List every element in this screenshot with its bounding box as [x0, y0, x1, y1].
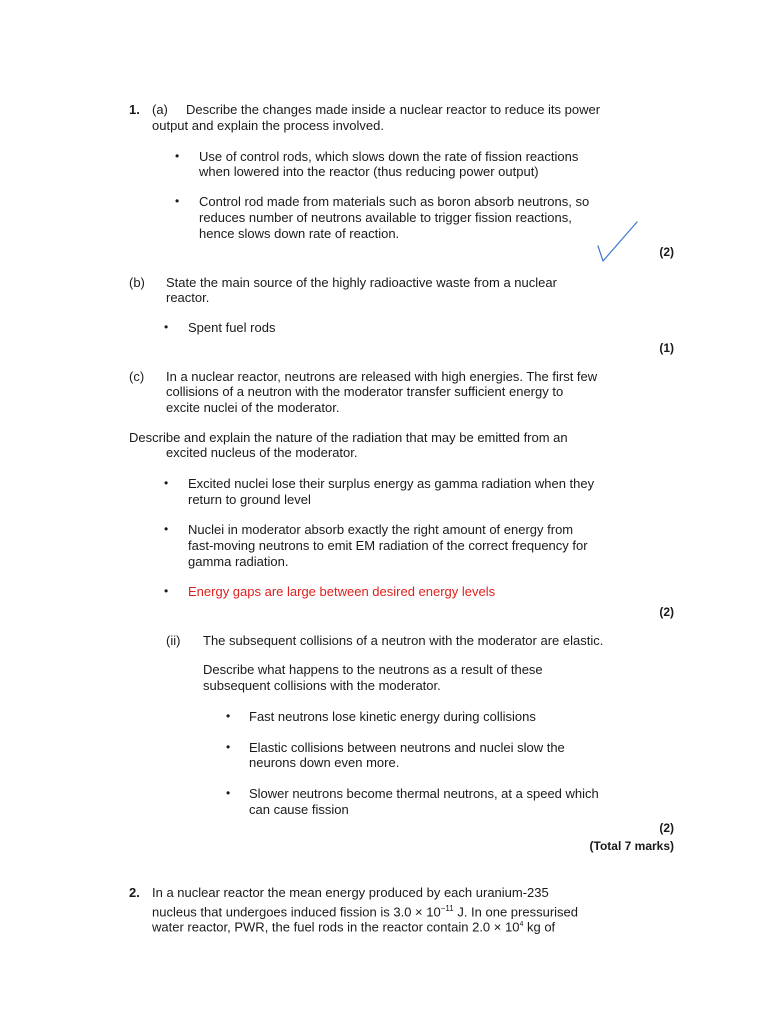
part-c-answer-2-line2: fast-moving neutrons to emit EM radiation of the correct frequency for	[188, 538, 588, 553]
part-b-question-line2: reactor.	[166, 290, 210, 305]
part-c-intro-line2: collisions of a neutron with the moderator transfer sufficient energy to	[166, 384, 564, 399]
part-c-answer-3-highlighted: Energy gaps are large between desired energy levels	[188, 584, 496, 599]
bullet: •	[175, 194, 180, 208]
question-2-line1: In a nuclear reactor the mean energy produced by each uranium-235	[152, 885, 549, 900]
part-c-answer-1-line1: Excited nuclei lose their surplus energy as gamma radiation when they	[188, 476, 595, 491]
part-a-answer-2-line1: Control rod made from materials such as boron absorb neutrons, so	[199, 194, 590, 209]
part-a-question-line1: Describe the changes made inside a nuclear reactor to reduce its power	[186, 102, 601, 117]
part-c-ii-answer-1: Fast neutrons lose kinetic energy during collisions	[249, 709, 536, 724]
question-1-total-marks: (Total 7 marks)	[589, 839, 674, 853]
part-c-ii-answer-2-line1: Elastic collisions between neutrons and nuclei slow the	[249, 740, 565, 755]
bullet: •	[164, 584, 169, 598]
part-a-marks: (2)	[659, 245, 674, 259]
bullet: •	[226, 740, 231, 754]
part-c-answer-2-line1: Nuclei in moderator absorb exactly the right amount of energy from	[188, 522, 574, 537]
question-2-number: 2.	[129, 885, 140, 900]
question-2-line3: water reactor, PWR, the fuel rods in the reactor contain $2.0 \times 10^4$ kg of	[152, 919, 556, 935]
part-a-question-line2: output and explain the process involved.	[152, 118, 384, 133]
part-c-ii-label: (ii)	[166, 633, 181, 648]
part-c-ii-statement: The subsequent collisions of a neutron with the moderator are elastic.	[203, 633, 604, 648]
part-b-answer: Spent fuel rods	[188, 320, 276, 335]
bullet: •	[226, 786, 231, 800]
part-b-question-line1: State the main source of the highly radioactive waste from a nuclear	[166, 275, 557, 290]
part-c-answer-1-line2: return to ground level	[188, 492, 311, 507]
question-2-line2: nucleus that undergoes induced fission is $3.0 \times 10^{-11}$ J. In one pressurised	[152, 904, 579, 920]
part-b-marks: (1)	[659, 341, 674, 355]
part-c-ii-marks: (2)	[659, 821, 674, 835]
part-a-answer-1-line2: when lowered into the reactor (thus reducing power output)	[199, 164, 539, 179]
part-c-question-line1: Describe and explain the nature of the radiation that may be emitted from an	[129, 430, 568, 445]
part-c-ii-answer-2-line2: neurons down even more.	[249, 755, 400, 770]
bullet: •	[164, 476, 169, 490]
part-a-answer-1-line1: Use of control rods, which slows down the rate of fission reactions	[199, 149, 579, 164]
part-a-answer-2-line2: reduces number of neutrons available to trigger fission reactions,	[199, 210, 572, 225]
part-c-answer-2-line3: gamma radiation.	[188, 554, 289, 569]
tick-mark-icon	[596, 220, 640, 264]
part-c-label: (c)	[129, 369, 145, 384]
question-1-number: 1.	[129, 102, 140, 117]
part-c-ii-answer-3-line2: can cause fission	[249, 802, 349, 817]
part-a-label: (a)	[152, 102, 168, 117]
part-c-question-line2: excited nucleus of the moderator.	[166, 445, 358, 460]
bullet: •	[175, 149, 180, 163]
part-c-intro-line3: excite nuclei of the moderator.	[166, 400, 340, 415]
part-c-intro-line1: In a nuclear reactor, neutrons are released with high energies. The first few	[166, 369, 598, 384]
part-c-marks: (2)	[659, 605, 674, 619]
part-c-ii-answer-3-line1: Slower neutrons become thermal neutrons, at a speed which	[249, 786, 599, 801]
part-c-ii-question-line1: Describe what happens to the neutrons as a result of these	[203, 662, 543, 677]
part-a-answer-2-line3: hence slows down rate of reaction.	[199, 226, 400, 241]
part-b-label: (b)	[129, 275, 145, 290]
bullet: •	[226, 709, 231, 723]
bullet: •	[164, 320, 169, 334]
bullet: •	[164, 522, 169, 536]
part-c-ii-question-line2: subsequent collisions with the moderator.	[203, 678, 441, 693]
